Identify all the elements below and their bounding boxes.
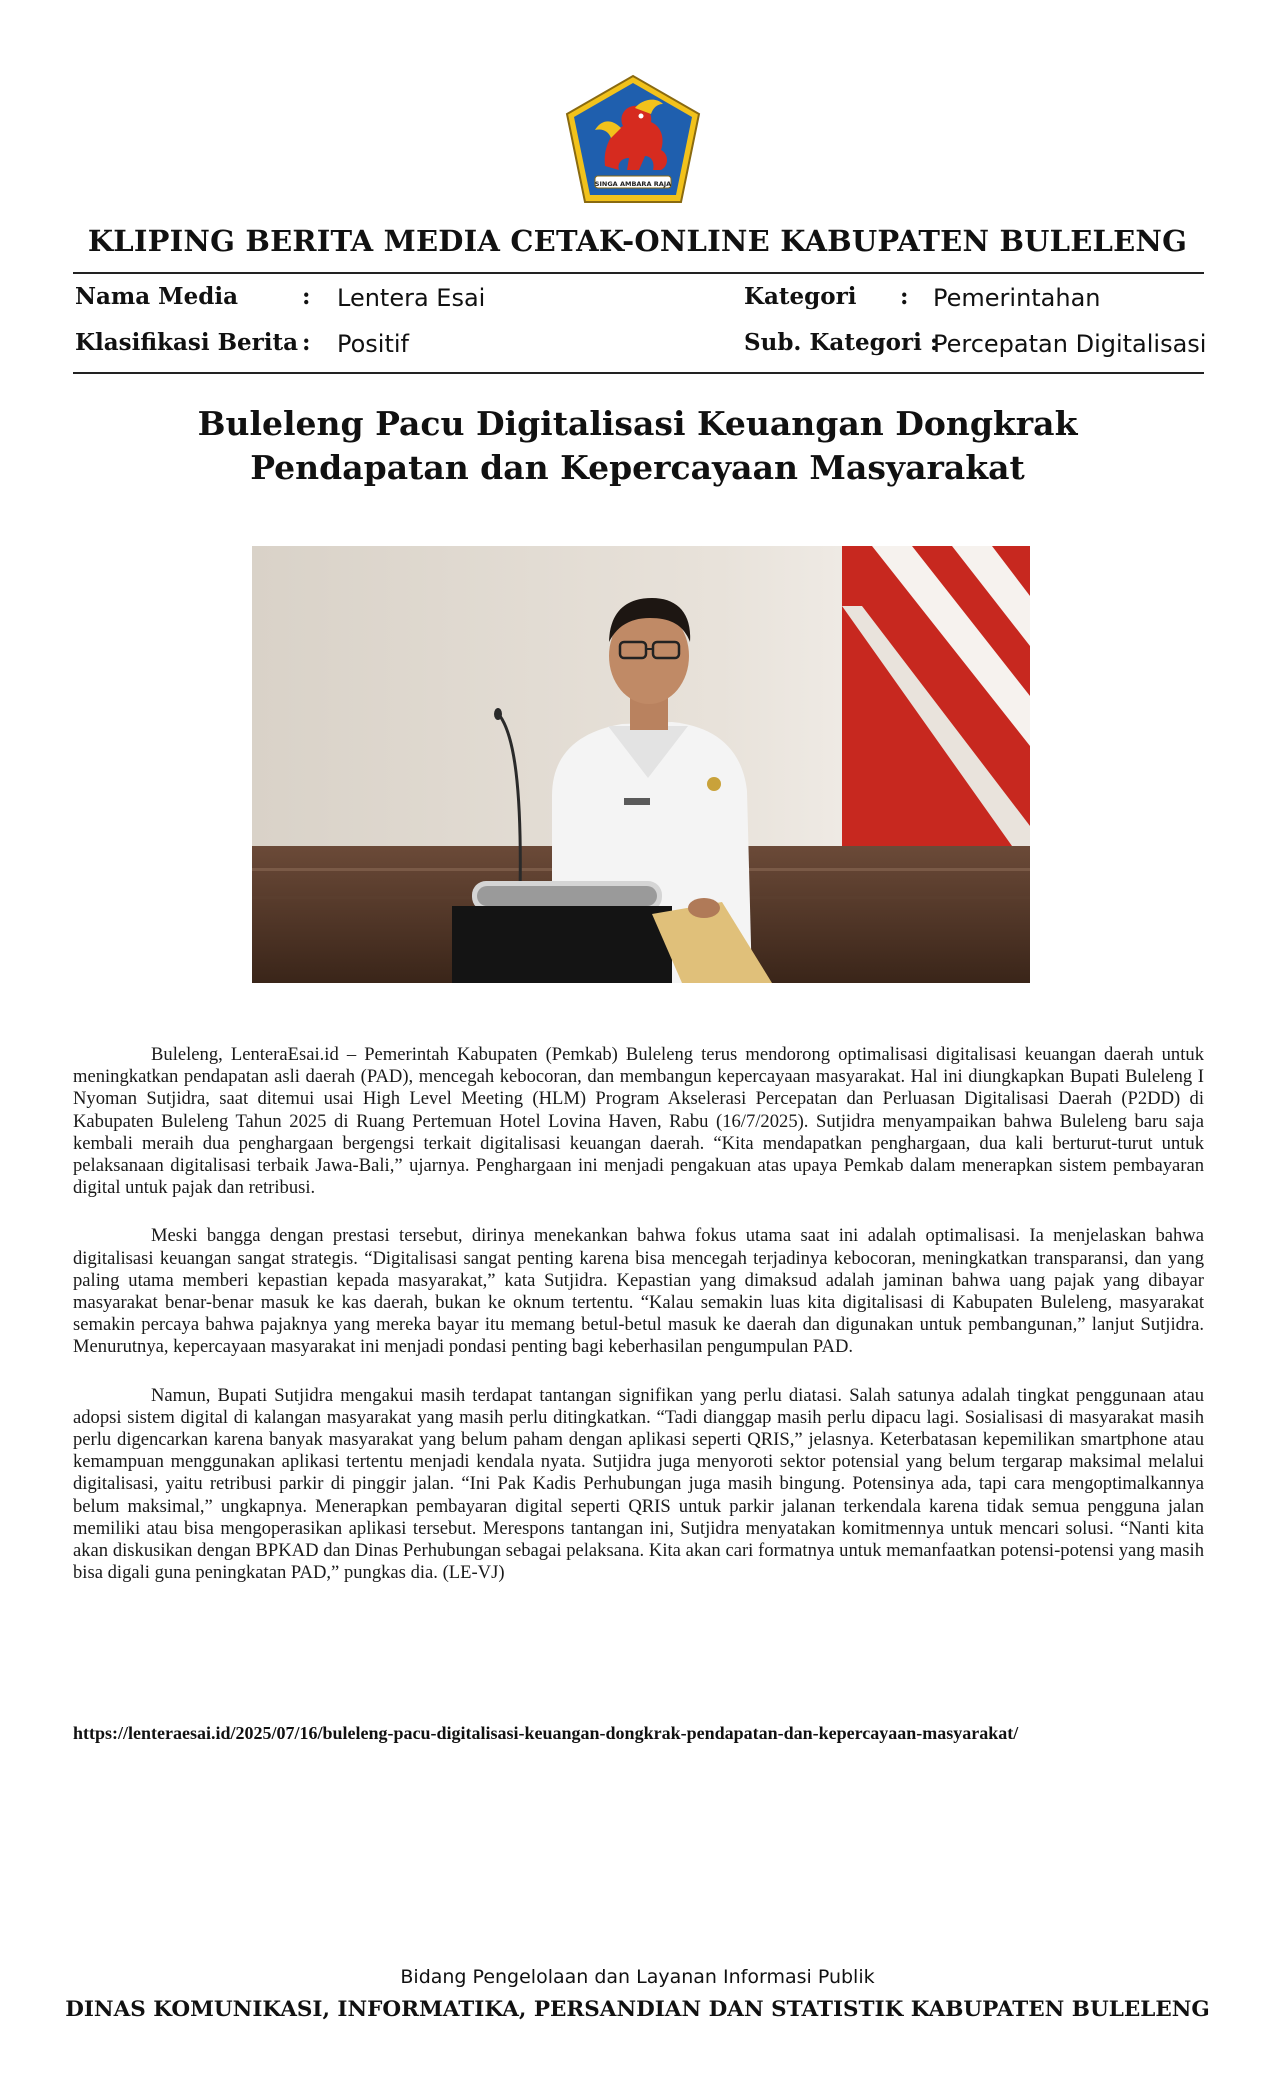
classification-value: Positif [337,330,409,358]
source-url-link[interactable]: https://lenteraesai.id/2025/07/16/buleleng-pacu-digitalisasi-keuangan-dongkrak-pendapatan-dan-kepercayaan-masyarakat/ [73,1723,1019,1743]
classification-label: Klasifikasi Berita [75,329,299,356]
subcategory-label: Sub. Kategori : [744,329,939,356]
media-label: Nama Media [75,283,238,310]
metadata-section [0,0,1275,372]
header-rule-bottom [73,372,1204,374]
article-body [73,1044,1204,1610]
article-photo [252,546,1030,983]
media-colon: : [302,283,311,310]
article-paragraph-1: Buleleng, LenteraEsai.id – Pemerintah Kabupaten (Pemkab) Buleleng terus mendorong optimalisasi digitalisasi keuangan daerah untuk meningkatkan pendapatan asli daerah (PAD), mencegah kebocoran, dan membangun kepercayaan masyarakat. Hal ini diungkapkan Bupati Buleleng I Nyoman Sutjidra, saat ditemui usai High Level Meeting (HLM) Program Akselerasi Percepatan dan Perluasan Digitalisasi Daerah (P2DD) di Kabupaten Buleleng Tahun 2025 di Ruang Pertemuan Hotel Lovina Haven, Rabu (16/7/2025). Sutjidra menyampaikan bahwa Buleleng baru saja kembali meraih dua penghargaan bergengsi terkait digitalisasi keuangan daerah. “Kita mendapatkan penghargaan, dua kali berturut-turut untuk pelaksanaan digitalisasi terbaik Jawa-Bali,” ujarnya. Penghargaan ini menjadi pengakuan atas upaya Pemkab dalam menerapkan sistem pembayaran digital untuk pajak dan retribusi. [73,1044,1204,1199]
subcategory-value: Percepatan Digitalisasi [933,330,1207,358]
article-title-line-2: Pendapatan dan Kepercayaan Masyarakat [250,448,1025,487]
article-paragraph-2: Meski bangga dengan prestasi tersebut, dirinya menekankan bahwa fokus utama saat ini adalah optimalisasi. Ia menjelaskan bahwa digitalisasi keuangan sangat strategis. “Digitalisasi sangat penting karena bisa mencegah terjadinya kebocoran, meningkatkan transparansi, dan yang paling utama memberi kepastian kepada masyarakat,” kata Sutjidra. Kepastian yang dimaksud adalah jaminan bahwa uang pajak yang dibayar masyarakat benar-benar masuk ke kas daerah, bukan ke oknum tertentu. “Kalau semakin luas kita digitalisasi di Kabupaten Buleleng, masyarakat semakin percaya bahwa pajaknya yang mereka bayar itu memang betul-betul masuk ke daerah dan digunakan untuk pembangunan,” lanjut Sutjidra. Menurutnya, kepercayaan masyarakat ini menjadi pondasi penting bagi keberhasilan pengumpulan PAD. [73,1225,1204,1358]
classification-colon: : [302,329,311,356]
media-value: Lentera Esai [337,284,486,312]
category-value: Pemerintahan [933,284,1101,312]
category-label: Kategori [744,283,857,310]
article-title [0,402,1275,490]
clipping-header-title: KLIPING BERITA MEDIA CETAK-ONLINE KABUPATEN BULELENG [87,224,1188,258]
category-colon: : [900,283,909,310]
svg-text:SINGA AMBARA RAJA: SINGA AMBARA RAJA [595,180,671,188]
article-title-line-1: Buleleng Pacu Digitalisasi Keuangan Dongkrak [197,404,1078,443]
footer-department: Bidang Pengelolaan dan Layanan Informasi Publik [400,1966,875,1988]
footer-agency: DINAS KOMUNIKASI, INFORMATIKA, PERSANDIAN DAN STATISTIK KABUPATEN BULELENG [65,1997,1210,2022]
article-paragraph-3: Namun, Bupati Sutjidra mengakui masih terdapat tantangan signifikan yang perlu diatasi. Salah satunya adalah tingkat penggunaan atau adopsi sistem digital di kalangan masyarakat yang masih perlu ditingkatkan. “Tadi dianggap masih perlu dipacu lagi. Sosialisasi di masyarakat masih perlu digencarkan karena banyak masyarakat yang belum paham dengan aplikasi seperti QRIS,” jelasnya. Keterbatasan kepemilikan smartphone atau kemampuan menggunakan aplikasi tertentu menjadi kendala nyata. Sutjidra juga menyoroti sektor potensial yang belum tergarap maksimal melalui digitalisasi, yaitu retribusi parkir di pinggir jalan. “Ini Pak Kadis Perhubungan juga masih bingung. Potensinya ada, tapi cara mengoptimalkannya belum maksimal,” ungkapnya. Menerapkan pembayaran digital seperti QRIS untuk parkir jalanan terkendala karena tidak semua pengguna jalan memiliki atau bisa mengoperasikan aplikasi tersebut. Merespons tantangan ini, Sutjidra menyatakan komitmennya untuk mencari solusi. “Nanti kita akan diskusikan dengan BPKAD dan Dinas Perhubungan sebagai pelaksana. Kita akan cari formatnya untuk memanfaatkan potensi-potensi yang masih bisa digali guna peningkatan PAD,” pungkas dia. (LE-VJ) [73,1384,1204,1584]
